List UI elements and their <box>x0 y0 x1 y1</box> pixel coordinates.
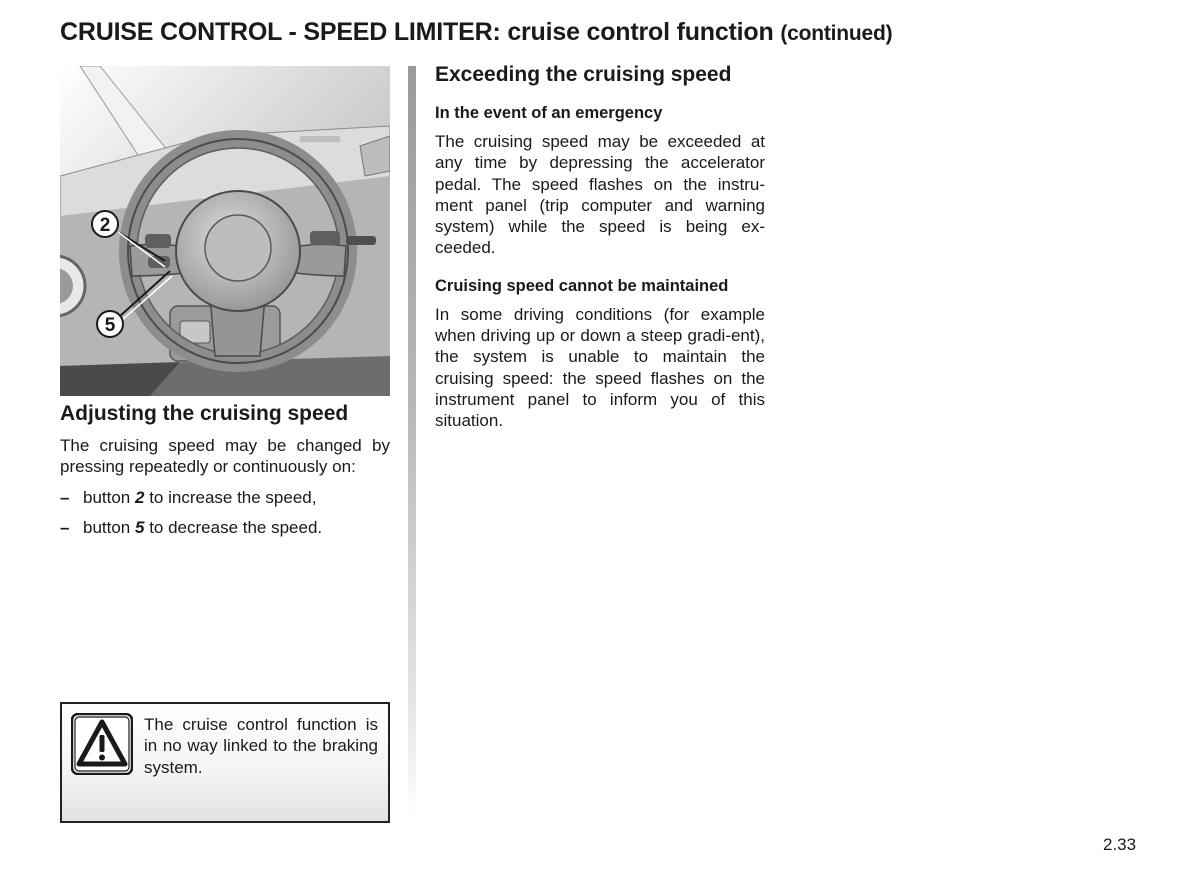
callout-5-label: 5 <box>104 315 116 336</box>
bullet-prefix: button <box>83 487 135 507</box>
warning-box <box>60 702 390 823</box>
adjusting-intro: The cruising speed may be changed by pressing repeatedly or continuously on: <box>60 436 390 477</box>
bullet-suffix: to increase the speed, <box>144 487 317 507</box>
warning-triangle-icon <box>71 713 133 775</box>
cannot-maintain-text: In some driving conditions (for example when driving up or down a steep gradi-ent), the system is unable to maintain the cruising speed: the speed flashes on the instrument panel to inform you of this situation. <box>435 304 765 431</box>
exceeding-heading: Exceeding the cruising speed <box>435 63 732 86</box>
emergency-text: The cruising speed may be exceeded at any time by depressing the accelerator pedal. The speed flashes on the instru-ment panel (trip computer and warning system) while the speed is being ex-ceeded. <box>435 132 765 258</box>
list-item <box>60 517 390 538</box>
list-item <box>60 487 390 508</box>
page-title <box>60 18 892 47</box>
button-number: 5 <box>135 517 145 537</box>
page-title-main: CRUISE CONTROL - SPEED LIMITER: cruise control function <box>60 18 774 46</box>
cannot-maintain-subheading: Cruising speed cannot be maintained <box>435 276 729 295</box>
warning-text: The cruise control function is in no way linked to the braking system. <box>144 715 378 777</box>
steering-wheel-drawing <box>60 66 390 396</box>
adjusting-section <box>60 401 390 547</box>
button-number: 2 <box>135 487 145 507</box>
page-number: 2.33 <box>1103 835 1137 854</box>
bullet-dash: – <box>60 517 70 537</box>
steering-wheel-illustration <box>60 66 390 396</box>
column-divider <box>408 66 416 820</box>
page-title-suffix: (continued) <box>780 22 893 45</box>
bullet-prefix: button <box>83 517 135 537</box>
callout-2-label: 2 <box>99 215 111 236</box>
bullet-dash: – <box>60 487 70 507</box>
adjusting-heading: Adjusting the cruising speed <box>60 402 349 425</box>
adjusting-list <box>60 487 390 538</box>
bullet-suffix: to decrease the speed. <box>144 517 323 537</box>
emergency-subheading: In the event of an emergency <box>435 104 663 122</box>
exceeding-section <box>435 62 765 432</box>
